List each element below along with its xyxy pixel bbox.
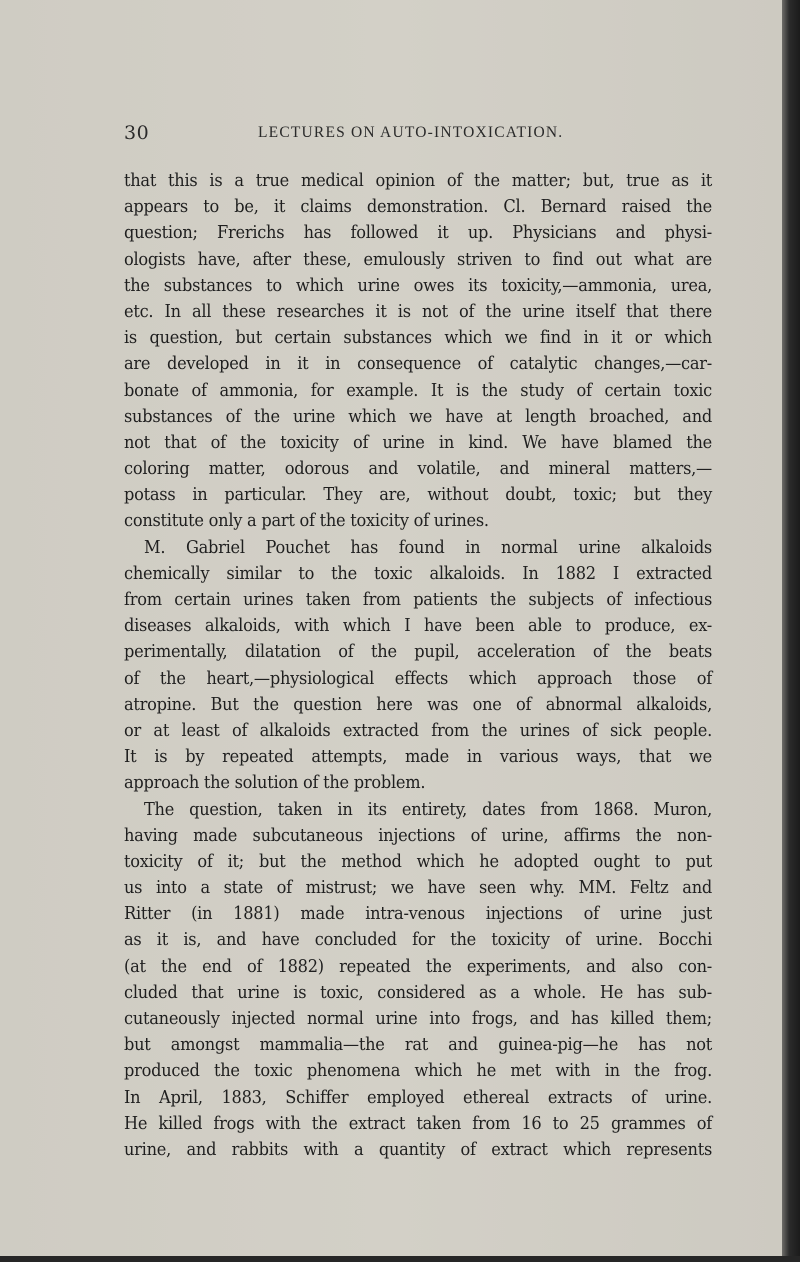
text-line: toxicity of it; but the method which he adopted ought to put (124, 850, 712, 872)
page-header (0, 122, 784, 148)
text-line: approach the solution of the problem. (124, 772, 426, 794)
text-line: potass in particular. They are, without doubt, toxic; but they (124, 484, 712, 506)
text-line: perimentally, dilatation of the pupil, acceleration of the beats (124, 641, 712, 663)
book-spine-shadow (782, 0, 800, 1262)
text-line: urine, and rabbits with a quantity of extract which represents (124, 1138, 712, 1160)
text-line: of the heart,—physiological effects which approach those of (124, 667, 712, 689)
body-text (124, 168, 712, 1163)
text-line: constitute only a part of the toxicity of urines. (124, 510, 489, 532)
text-line: Ritter (in 1881) made intra-venous injections of urine just (124, 903, 712, 925)
running-head: LECTURES ON AUTO-INTOXICATION. (258, 124, 564, 141)
text-line: cutaneously injected normal urine into frogs, and has killed them; (124, 1008, 712, 1029)
text-line: us into a state of mistrust; we have seen why. MM. Feltz and (124, 877, 712, 899)
text-line: etc. In all these researches it is not of the urine itself that there (124, 300, 712, 322)
text-line: from certain urines taken from patients the subjects of infectious (124, 589, 712, 610)
text-line: having made subcutaneous injections of urine, affirms the non- (124, 824, 712, 846)
text-line: appears to be, it claims demonstration. Cl. Bernard raised the (124, 196, 712, 218)
text-line: are developed in it in consequence of catalytic changes,—car- (124, 353, 712, 375)
text-line: not that of the toxicity of urine in kind. We have blamed the (124, 431, 712, 453)
text-line: He killed frogs with the extract taken from 16 to 25 grammes of (124, 1112, 712, 1134)
text-line: the substances to which urine owes its toxicity,—ammonia, urea, (124, 274, 712, 296)
text-line: question; Frerichs has followed it up. Physicians and physi- (124, 222, 712, 244)
paragraph-start-line: M. Gabriel Pouchet has found in normal urine alkaloids (144, 536, 712, 558)
text-line: that this is a true medical opinion of the matter; but, true as it (124, 170, 712, 191)
text-line: substances of the urine which we have at length broached, and (124, 405, 712, 427)
text-line: cluded that urine is toxic, considered as a whole. He has sub- (124, 981, 712, 1003)
text-line: but amongst mammalia—the rat and guinea-pig—he has not (124, 1034, 712, 1056)
page-bottom-edge (0, 1256, 800, 1262)
text-line: produced the toxic phenomena which he met with in the frog. (124, 1060, 712, 1082)
text-line: diseases alkaloids, with which I have been able to produce, ex- (124, 615, 712, 637)
text-line: coloring matter, odorous and volatile, and mineral matters,— (124, 458, 712, 480)
text-line: is question, but certain substances which we find in it or which (124, 327, 712, 349)
text-line: (at the end of 1882) repeated the experiments, and also con- (124, 955, 712, 977)
text-line: bonate of ammonia, for example. It is the study of certain toxic (124, 379, 712, 401)
text-line: as it is, and have concluded for the toxicity of urine. Bocchi (124, 929, 712, 951)
paragraph-start-line: The question, taken in its entirety, dates from 1868. Muron, (144, 798, 712, 820)
text-line: atropine. But the question here was one of abnormal alkaloids, (124, 693, 712, 715)
text-line: In April, 1883, Schiffer employed ethereal extracts of urine. (124, 1086, 712, 1108)
text-line: It is by repeated attempts, made in various ways, that we (124, 746, 712, 768)
text-line: ologists have, after these, emulously striven to find out what are (124, 248, 712, 270)
text-line: or at least of alkaloids extracted from the urines of sick people. (124, 719, 712, 741)
text-line: chemically similar to the toxic alkaloids. In 1882 I extracted (124, 562, 712, 584)
page-number: 30 (124, 122, 150, 144)
